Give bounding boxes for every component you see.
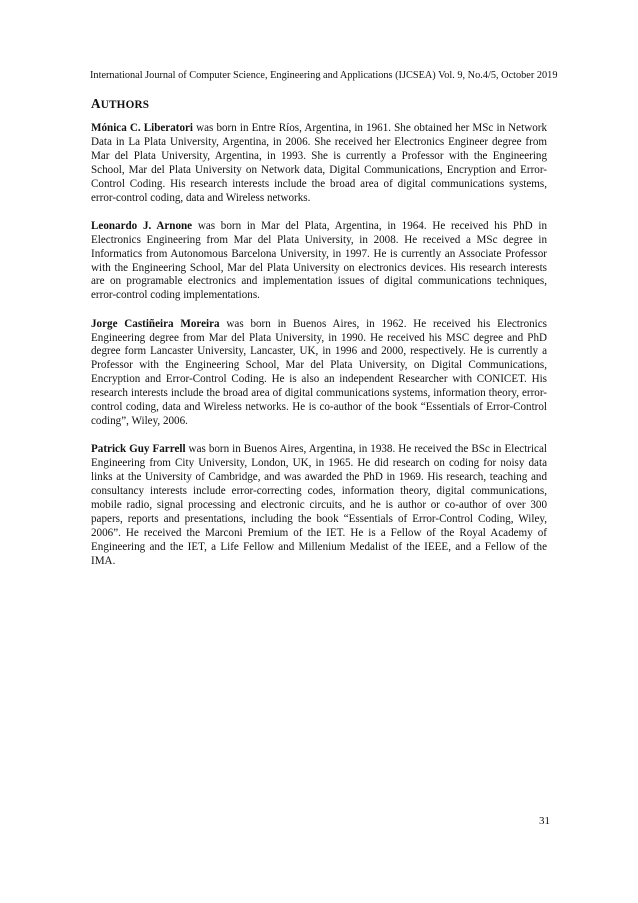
- author-name: Leonardo J. Arnone: [91, 219, 193, 232]
- author-name: Jorge Castiñeira Moreira: [91, 317, 220, 330]
- author-bio: [91, 443, 547, 568]
- section-heading-rest: UTHORS: [100, 99, 150, 111]
- author-bio-text: was born in Buenos Aires, Argentina, in 1938. He received the BSc in Electrical Engineering from City University, London, UK, in 1965. He did research on coding for noisy data links at the University of Cambridge, and was awarded the PhD in 1969. His research, teaching and consultancy interests include error-correcting codes, information theory, digital communications, mobile radio, signal processing and electronic circuits, and he is author or co-author of over 300 papers, reports and presentations, including the book “Essentials of Error-Control Coding, Wiley, 2006”. He received the Marconi Premium of the IET. He is a Fellow of the Royal Academy of Engineering and the IET, a Life Fellow and Millenium Medalist of the IEEE, and a Fellow of the IMA.: [91, 443, 547, 567]
- author-name: Patrick Guy Farrell: [91, 443, 186, 456]
- author-bio-text: was born in Buenos Aires, in 1962. He received his Electronics Engineering degree from Mar del Plata University, in 1990. He received his MSC degree and PhD degree form Lancaster University, Lancaster, UK, in 1996 and 2000, respectively. He is currently a Professor with the Engineering School, Mar del Plata University, on Digital Communications, Encryption and Error-Control Coding. He is also an independent Researcher with CONICET. His research interests include the broad area of digital communications systems, information theory, error-control coding, data and Wireless networks. He is co-author of the book “Essentials of Error-Control coding”, Wiley, 2006.: [91, 317, 547, 427]
- running-header: International Journal of Computer Science, Engineering and Applications (IJCSEA) Vol. 9, No.4/5, October 2019: [90, 70, 558, 81]
- section-heading-initial: A: [91, 96, 101, 111]
- section-heading-authors: [91, 96, 149, 112]
- author-bios: [91, 122, 547, 583]
- author-bio-text: was born in Mar del Plata, Argentina, in 1964. He received his PhD in Electronics Engineering from Mar del Plata University, in 2008. He received a MSc degree in Informatics from Autonomous Barcelona University, in 1997. He is currently an Associate Professor with the Engineering School, Mar del Plata University on electronics devices. His research interests are on programable electronics and implementation issues of digital communications techniques, error-control coding implementations.: [91, 219, 547, 302]
- author-bio: [91, 122, 547, 205]
- author-bio-text: was born in Entre Ríos, Argentina, in 1961. She obtained her MSc in Network Data in La Plata University, Argentina, in 2006. She received her Electronics Engineer degree from Mar del Plata University, Argentina, in 1993. She is currently a Professor with the Engineering School, Mar del Plata University on Network data, Digital Communications, Encryption and Error-Control Coding. His research interests include the broad area of digital communications systems, error-control coding, data and Wireless networks.: [91, 122, 547, 204]
- page-number: 31: [539, 815, 550, 827]
- author-bio: [91, 220, 547, 303]
- author-name: Mónica C. Liberatori: [91, 122, 194, 134]
- author-bio: [91, 318, 547, 429]
